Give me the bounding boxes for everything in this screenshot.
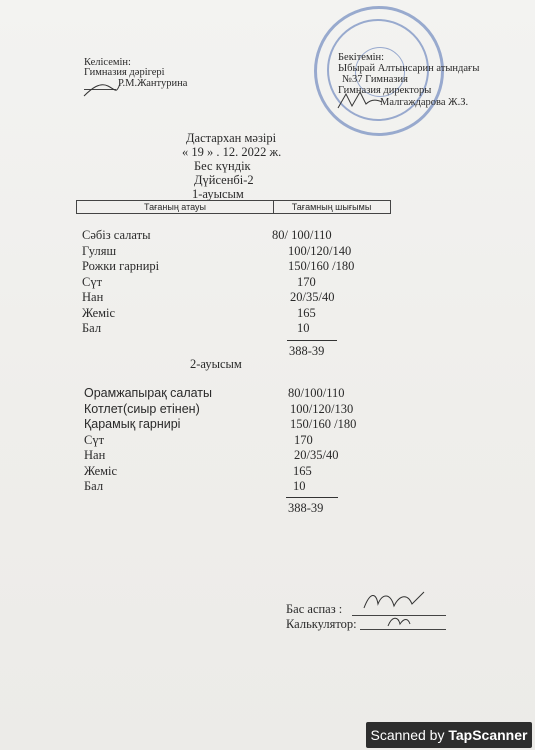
header-portion: Тағамның шығымы [291,202,372,212]
title-shift2: 2-ауысым [190,357,242,371]
chef-signature [360,588,430,614]
title-line4: Дүйсенбі-2 [194,173,254,187]
shift1-item-portion: 80/ 100/110 [272,228,332,242]
approved-right-line1: Бекітемін: [338,52,385,63]
scanner-brand: TapScanner [448,727,528,743]
approved-left-line2: Гимназия дәрігері [84,67,165,78]
shift2-total: 388-39 [288,501,324,515]
shift1-item-portion: 10 [297,321,310,335]
shift2-item-portion: 170 [294,432,313,447]
calculator-label: Калькулятор: [286,617,357,631]
approved-left-line1: Келісемін: [84,57,131,68]
shift2-item-name: Сүт [84,432,105,447]
calculator-signature [384,614,414,630]
shift2-item-portion: 100/120/130 [290,401,354,416]
title-shift1: 1-ауысым [192,187,244,201]
shift1-item-name: Гуляш [82,243,117,258]
shift1-item-portion: 20/35/40 [290,290,335,304]
chef-label: Бас аспаз : [286,602,343,616]
shift1-total: 388-39 [289,344,325,358]
shift1-item-name: Бал [82,321,102,335]
approved-left-line3: Р.М.Жантурина [118,78,188,89]
header-dish-name: Тағаның атауы [77,201,274,213]
shift2-item-name: Орамжапырақ салаты [84,386,213,400]
shift2-item-name: Нан [84,448,106,462]
shift2-item-portion: 165 [293,463,312,478]
shift2-item-name: Котлет(сиыр етінен) [84,401,200,416]
shift2-item-portion: 20/35/40 [294,448,339,462]
shift1-item-portion: 100/120/140 [288,243,352,258]
shift1-total-line [287,340,337,341]
shift2-total-line [286,497,338,498]
shift1-item-name: Нан [82,290,104,304]
shift1-item-name: Рожки гарнирі [82,259,160,273]
scanner-badge [366,722,532,748]
shift1-item-name: Жеміс [82,305,116,320]
title-line1: Дастархан мәзірі [186,131,277,145]
shift1-item-name: Сүт [82,274,103,289]
approved-right-line4: Гимназия директоры [338,85,432,96]
approved-right-line5: Малгаждарова Ж.З. [380,97,469,108]
approved-right-line3: №37 Гимназия [342,74,408,85]
doctor-signature [82,80,122,100]
menu-table-header [76,200,391,214]
shift2-item-portion: 150/160 /180 [290,417,357,431]
scanner-prefix: Scanned by [370,727,449,743]
shift2-item-name: Қарамық гарнирі [84,417,181,431]
shift2-item-portion: 80/100/110 [288,386,345,400]
shift1-item-name: Сәбіз салаты [82,228,151,242]
title-line3: Бес күндік [194,159,251,173]
shift1-item-portion: 165 [297,305,316,320]
title-date: « 19 » . 12. 2022 ж. [182,145,282,159]
shift2-item-portion: 10 [293,479,306,493]
shift1-item-portion: 170 [297,274,316,289]
director-signature [334,88,384,114]
shift2-item-name: Бал [84,479,104,493]
shift1-item-portion: 150/160 /180 [288,259,355,273]
approved-right-line2: Ыбырай Алтынсарин атындағы [338,63,480,74]
shift2-item-name: Жеміс [84,463,118,478]
